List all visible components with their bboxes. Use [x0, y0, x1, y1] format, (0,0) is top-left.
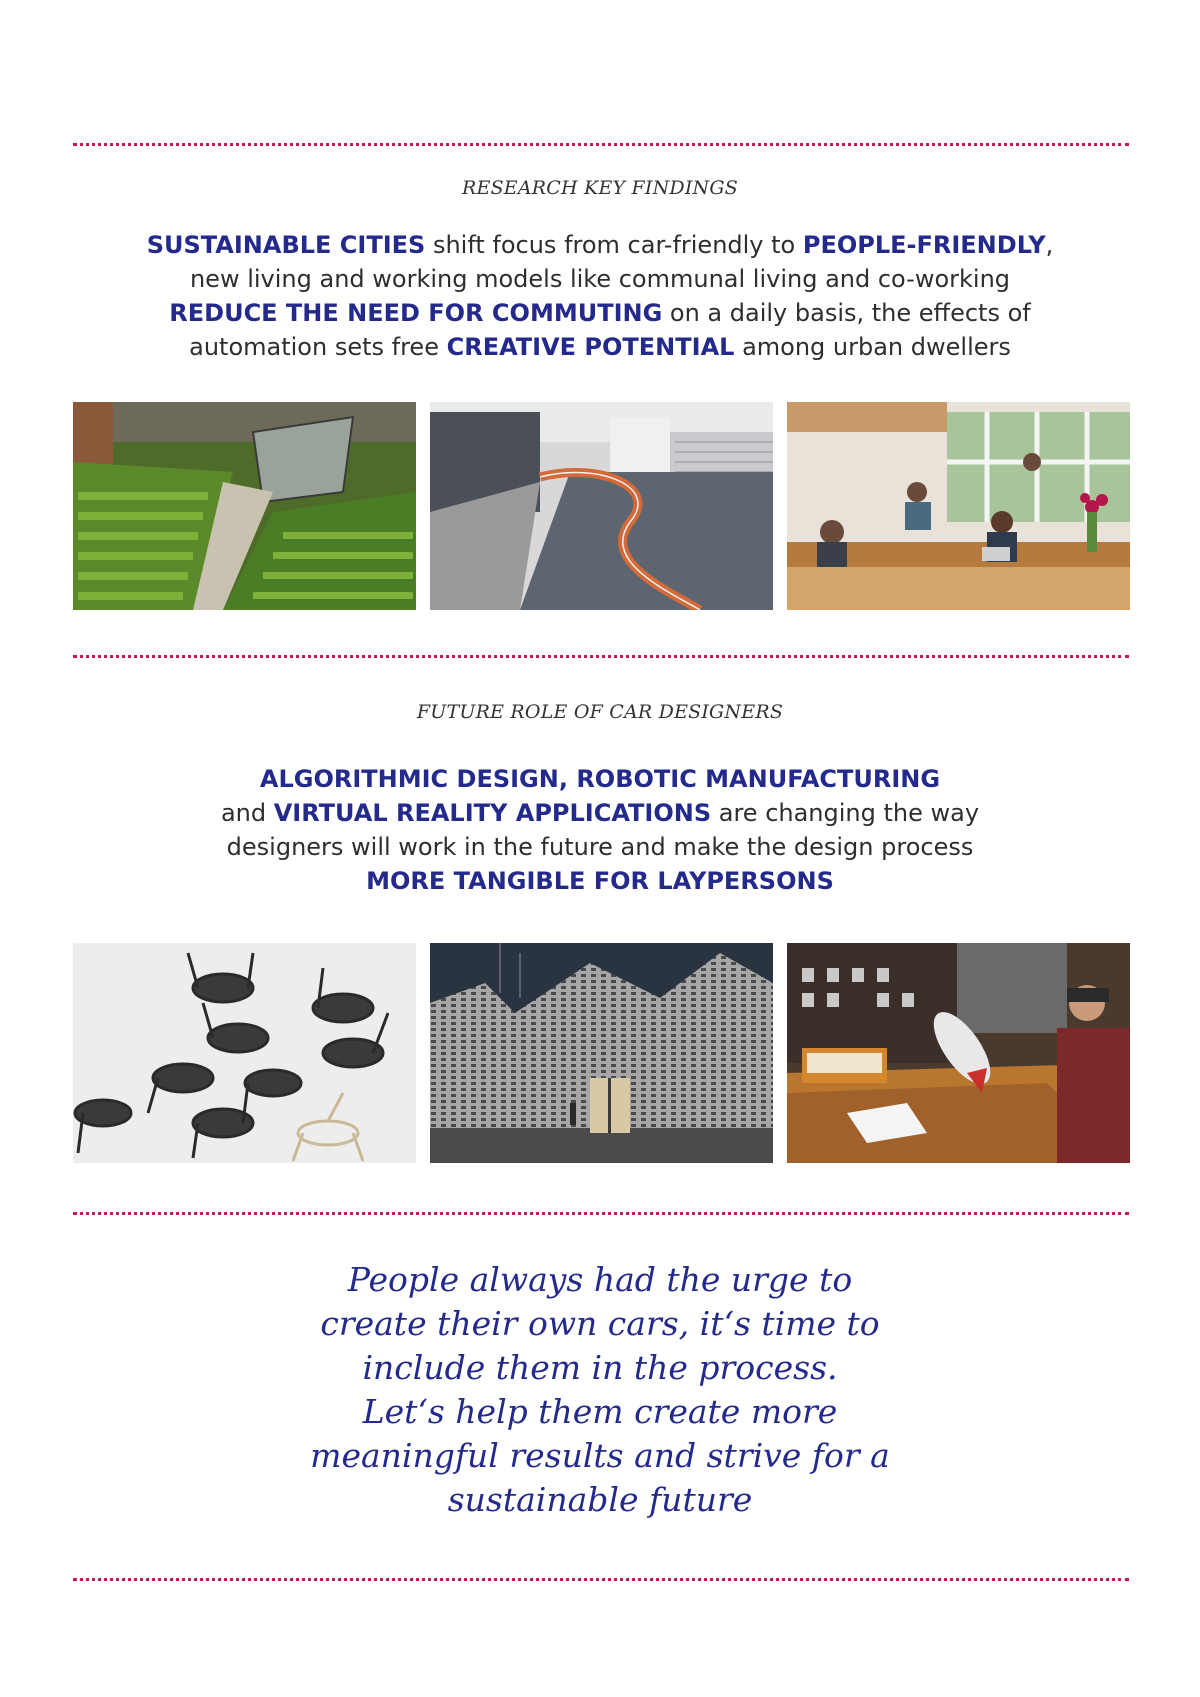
bicycle-bridge-photo — [430, 402, 773, 610]
divider-middle — [73, 655, 1129, 658]
text-line — [0, 228, 1200, 262]
quote-line: create their own cars, it‘s time to — [320, 1304, 880, 1343]
text-line — [0, 762, 1200, 796]
future-role-text — [0, 762, 1200, 898]
research-findings-text — [0, 228, 1200, 364]
highlighted-phrase: MORE TANGIBLE FOR LAYPERSONS — [366, 867, 834, 895]
quote-line: sustainable future — [447, 1480, 753, 1519]
text-line — [0, 330, 1200, 364]
divider-bottom — [73, 1578, 1129, 1581]
highlighted-phrase: SUSTAINABLE CITIES — [146, 231, 426, 259]
text-run: are changing the way — [711, 799, 980, 827]
coworking-space-photo — [787, 402, 1130, 610]
rooftop-garden-photo — [73, 402, 416, 610]
text-line — [0, 796, 1200, 830]
quote-line: meaningful results and strive for a — [310, 1436, 890, 1475]
highlighted-phrase: PEOPLE-FRIENDLY — [802, 231, 1046, 259]
perforated-brick-building-photo — [430, 943, 773, 1163]
text-run: on a daily basis, the effects of — [662, 299, 1031, 327]
text-line — [0, 296, 1200, 330]
text-run: new living and working models like communal living and co-working — [189, 265, 1011, 293]
text-line — [0, 262, 1200, 296]
divider-top — [73, 143, 1129, 146]
closing-quote — [0, 1258, 1200, 1522]
quote-line: include them in the process. — [362, 1348, 838, 1387]
text-run: designers will work in the future and make the design process — [226, 833, 974, 861]
text-line — [0, 830, 1200, 864]
generative-chairs-render — [73, 943, 416, 1163]
quote-line: People always had the urge to — [347, 1260, 853, 1299]
text-line — [0, 864, 1200, 898]
highlighted-phrase: REDUCE THE NEED FOR COMMUTING — [169, 299, 663, 327]
quote-line: Let‘s help them create more — [362, 1392, 838, 1431]
highlighted-phrase: CREATIVE POTENTIAL — [446, 333, 735, 361]
text-run: shift focus from car-friendly to — [425, 231, 803, 259]
text-run: automation sets free — [189, 333, 447, 361]
text-run: , — [1045, 231, 1054, 259]
text-run: and — [220, 799, 274, 827]
section-title-research: RESEARCH KEY FINDINGS — [462, 177, 738, 199]
mixed-reality-headset-photo — [787, 943, 1130, 1163]
text-run: among urban dwellers — [734, 333, 1011, 361]
highlighted-phrase: ALGORITHMIC DESIGN, ROBOTIC MANUFACTURING — [259, 765, 941, 793]
highlighted-phrase: VIRTUAL REALITY APPLICATIONS — [273, 799, 712, 827]
section-title-future-role: FUTURE ROLE OF CAR DESIGNERS — [416, 701, 784, 723]
divider-lower — [73, 1212, 1129, 1215]
